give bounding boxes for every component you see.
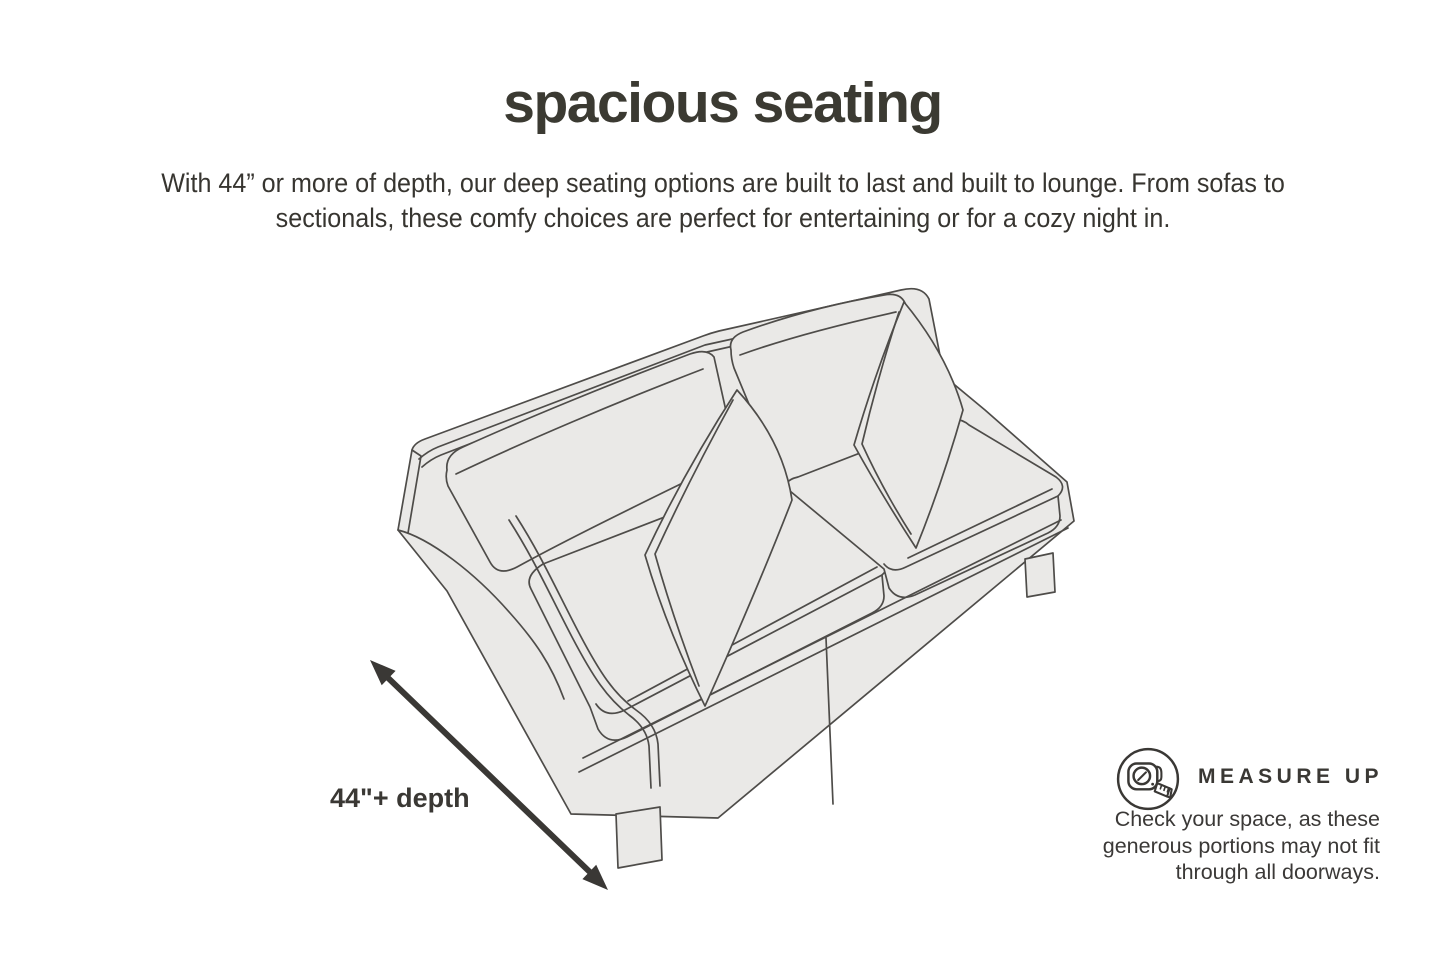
depth-arrow <box>358 648 623 903</box>
page-description-container <box>0 166 1445 236</box>
depth-dimension-label: 44"+ depth <box>330 783 470 813</box>
page-title: spacious seating <box>503 71 942 135</box>
tape-measure-icon <box>1115 746 1181 812</box>
page-description: With 44” or more of depth, our deep seating options are built to last and built to lounge. From sofas to sectionals, these comfy choices are perfect for entertaining or for a cozy night in. <box>160 168 1285 233</box>
measure-up-heading: MEASURE UP <box>1198 765 1384 788</box>
sofa-foot-right <box>1025 553 1055 597</box>
measure-up-note: Check your space, as these generous portions may not fit through all doorways. <box>1102 807 1380 884</box>
